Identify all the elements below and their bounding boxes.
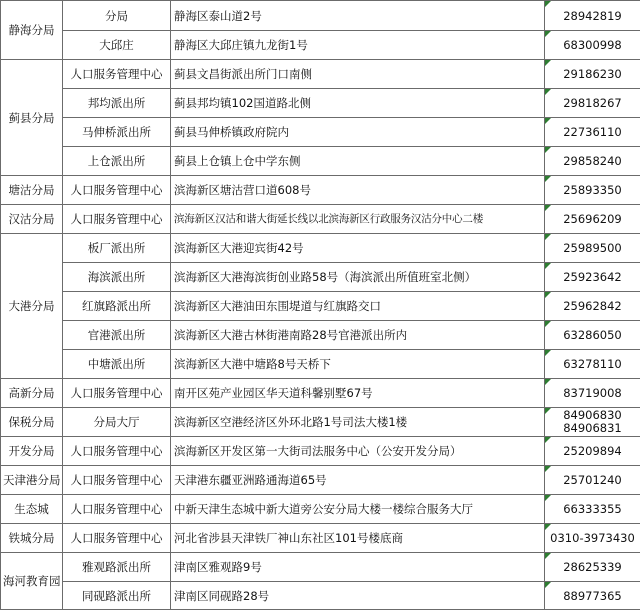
district-cell: 生态城 — [1, 495, 63, 524]
cell-marker-icon — [545, 582, 551, 588]
cell-marker-icon — [545, 89, 551, 95]
phone-number: 22736110 — [563, 125, 622, 139]
table-row — [1, 495, 640, 524]
cell-marker-icon — [545, 524, 551, 530]
table-row — [1, 118, 640, 147]
phone-cell — [545, 118, 640, 147]
station-cell: 海滨派出所 — [63, 263, 171, 292]
phone-cell — [545, 31, 640, 60]
phone-cell — [545, 89, 640, 118]
phone-number: 29818267 — [563, 96, 622, 110]
phone-cell — [545, 205, 640, 234]
phone-cell — [545, 350, 640, 379]
address-cell: 蓟县上仓镇上仓中学东侧 — [171, 147, 545, 176]
station-cell: 马伸桥派出所 — [63, 118, 171, 147]
phone-cell — [545, 495, 640, 524]
phone-number: 83719008 — [563, 386, 622, 400]
phone-cell — [545, 437, 640, 466]
station-cell: 人口服务管理中心 — [63, 205, 171, 234]
table-row — [1, 350, 640, 379]
table-row — [1, 89, 640, 118]
station-cell: 人口服务管理中心 — [63, 176, 171, 205]
table-row — [1, 147, 640, 176]
phone-number: 68300998 — [563, 38, 622, 52]
phone-cell — [545, 176, 640, 205]
table-row — [1, 31, 640, 60]
table-row — [1, 263, 640, 292]
table-row — [1, 524, 640, 553]
cell-marker-icon — [545, 176, 551, 182]
station-cell: 分局 — [63, 1, 171, 31]
cell-marker-icon — [545, 553, 551, 559]
phone-number: 25696209 — [563, 212, 622, 226]
station-cell: 分局大厅 — [63, 408, 171, 437]
address-cell: 天津港东疆亚洲路通海道65号 — [171, 466, 545, 495]
district-cell: 高新分局 — [1, 379, 63, 408]
cell-marker-icon — [545, 292, 551, 298]
phone-cell — [545, 1, 640, 31]
address-cell: 滨海新区大港海滨街创业路58号（海滨派出所值班室北侧） — [171, 263, 545, 292]
phone-number: 84906830 — [547, 409, 638, 422]
table-row — [1, 379, 640, 408]
address-cell: 滨海新区大港中塘路8号天桥下 — [171, 350, 545, 379]
station-cell: 上仓派出所 — [63, 147, 171, 176]
district-cell: 开发分局 — [1, 437, 63, 466]
phone-number: 0310-3973430 — [550, 531, 635, 545]
phone-cell — [545, 582, 640, 610]
address-cell: 南开区苑产业园区华天道科馨别墅67号 — [171, 379, 545, 408]
cell-marker-icon — [545, 1, 551, 7]
phone-number: 28942819 — [563, 9, 622, 23]
phone-cell — [545, 553, 640, 582]
table-row — [1, 466, 640, 495]
phone-number: 28625339 — [563, 560, 622, 574]
phone-cell — [545, 321, 640, 350]
phone-number: 63278110 — [563, 357, 622, 371]
cell-marker-icon — [545, 350, 551, 356]
phone-cell — [545, 379, 640, 408]
phone-number: 25893350 — [563, 183, 622, 197]
address-cell: 津南区同砚路28号 — [171, 582, 545, 610]
table-row — [1, 205, 640, 234]
cell-marker-icon — [545, 234, 551, 240]
phone-cell — [545, 466, 640, 495]
table-row — [1, 582, 640, 610]
station-cell: 人口服务管理中心 — [63, 495, 171, 524]
station-cell: 人口服务管理中心 — [63, 524, 171, 553]
station-cell: 人口服务管理中心 — [63, 60, 171, 89]
station-cell: 板厂派出所 — [63, 234, 171, 263]
phone-number: 63286050 — [563, 328, 622, 342]
phone-number: 25209894 — [563, 444, 622, 458]
district-cell: 铁城分局 — [1, 524, 63, 553]
phone-cell — [545, 60, 640, 89]
phone-cell — [545, 408, 640, 437]
cell-marker-icon — [545, 118, 551, 124]
station-cell: 邦均派出所 — [63, 89, 171, 118]
cell-marker-icon — [545, 437, 551, 443]
address-cell: 蓟县邦均镇102国道路北侧 — [171, 89, 545, 118]
station-cell: 官港派出所 — [63, 321, 171, 350]
table-row — [1, 1, 640, 31]
phone-cell — [545, 147, 640, 176]
phone-number: 25989500 — [563, 241, 622, 255]
station-cell: 大邱庄 — [63, 31, 171, 60]
table-row — [1, 553, 640, 582]
cell-marker-icon — [545, 379, 551, 385]
table-row — [1, 292, 640, 321]
station-cell: 中塘派出所 — [63, 350, 171, 379]
phone-number: 25923642 — [563, 270, 622, 284]
station-cell: 人口服务管理中心 — [63, 379, 171, 408]
table-row — [1, 176, 640, 205]
district-cell: 塘沽分局 — [1, 176, 63, 205]
cell-marker-icon — [545, 321, 551, 327]
district-cell: 汉沽分局 — [1, 205, 63, 234]
phone-cell — [545, 524, 640, 553]
phone-number: 29186230 — [563, 67, 622, 81]
address-cell: 滨海新区汉沽和谐大街延长线以北滨海新区行政服务汉沽分中心二楼 — [171, 205, 545, 234]
address-cell: 滨海新区大港古林街港南路28号官港派出所内 — [171, 321, 545, 350]
address-cell: 滨海新区大港油田东围堤道与红旗路交口 — [171, 292, 545, 321]
address-cell: 中新天津生态城中新大道旁公安分局大楼一楼综合服务大厅 — [171, 495, 545, 524]
address-cell: 滨海新区大港迎宾街42号 — [171, 234, 545, 263]
address-cell: 滨海新区空港经济区外环北路1号司法大楼1楼 — [171, 408, 545, 437]
district-cell: 大港分局 — [1, 234, 63, 379]
phone-number: 25962842 — [563, 299, 622, 313]
cell-marker-icon — [545, 205, 551, 211]
address-cell: 滨海新区开发区第一大街司法服务中心（公安开发分局） — [171, 437, 545, 466]
district-cell: 海河教育园 — [1, 553, 63, 610]
address-cell: 静海区大邱庄镇九龙街1号 — [171, 31, 545, 60]
cell-marker-icon — [545, 466, 551, 472]
table-row — [1, 437, 640, 466]
phone-number: 25701240 — [563, 473, 622, 487]
phone-cell — [545, 292, 640, 321]
address-cell: 滨海新区塘沽营口道608号 — [171, 176, 545, 205]
table-row — [1, 234, 640, 263]
table-row — [1, 321, 640, 350]
table-row — [1, 408, 640, 437]
phone-cell — [545, 263, 640, 292]
address-cell: 蓟县马伸桥镇政府院内 — [171, 118, 545, 147]
phone-number: 66333355 — [563, 502, 622, 516]
phone-number: 88977365 — [563, 589, 622, 603]
address-cell: 河北省涉县天津铁厂神山东社区101号楼底商 — [171, 524, 545, 553]
phone-cell — [545, 234, 640, 263]
district-cell: 静海分局 — [1, 1, 63, 60]
phone-number: 29858240 — [563, 154, 622, 168]
district-cell: 保税分局 — [1, 408, 63, 437]
cell-marker-icon — [545, 495, 551, 501]
address-cell: 蓟县文昌街派出所门口南侧 — [171, 60, 545, 89]
district-cell: 天津港分局 — [1, 466, 63, 495]
cell-marker-icon — [545, 31, 551, 37]
district-cell: 蓟县分局 — [1, 60, 63, 176]
table-row — [1, 60, 640, 89]
address-cell: 静海区泰山道2号 — [171, 1, 545, 31]
station-cell: 人口服务管理中心 — [63, 466, 171, 495]
station-cell: 红旗路派出所 — [63, 292, 171, 321]
phone-number-secondary: 84906831 — [547, 422, 638, 435]
cell-marker-icon — [545, 408, 551, 414]
cell-marker-icon — [545, 263, 551, 269]
cell-marker-icon — [545, 147, 551, 153]
station-cell: 人口服务管理中心 — [63, 437, 171, 466]
cell-marker-icon — [545, 60, 551, 66]
station-cell: 同砚路派出所 — [63, 582, 171, 610]
address-cell: 津南区雅观路9号 — [171, 553, 545, 582]
station-cell: 雅观路派出所 — [63, 553, 171, 582]
